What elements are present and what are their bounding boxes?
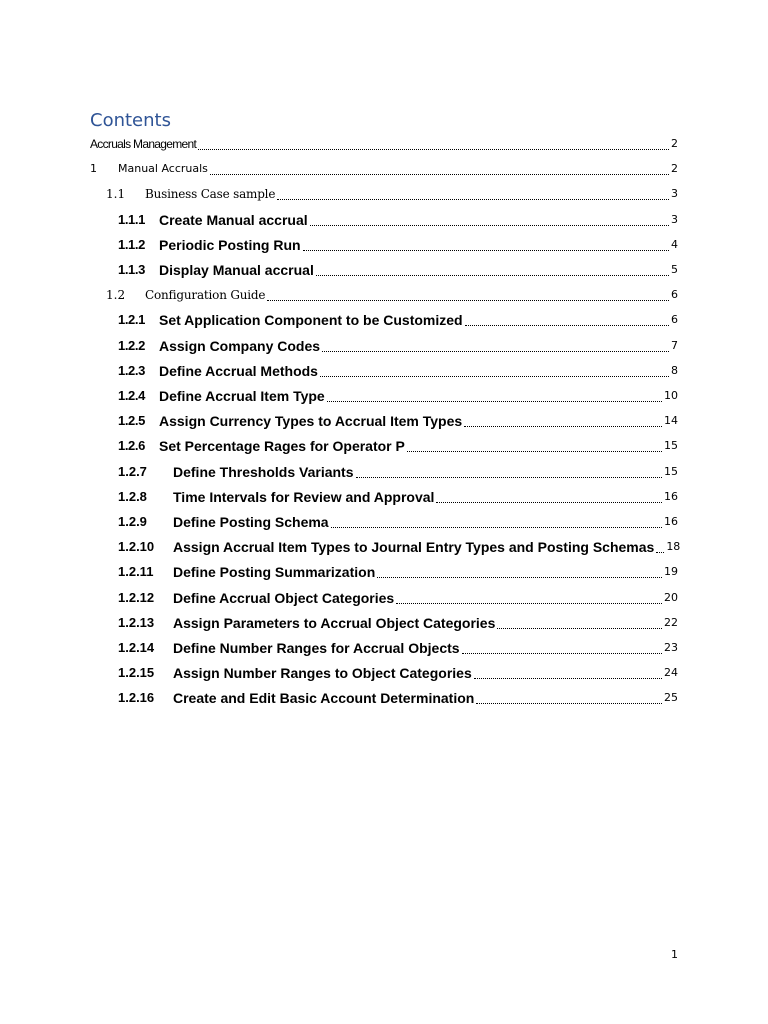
toc-entry-number: 1.2.14 bbox=[118, 640, 155, 655]
toc-entry-page: 3 bbox=[671, 187, 678, 201]
toc-dot-leader bbox=[198, 135, 669, 150]
toc-entry-title: Create and Edit Basic Account Determination bbox=[173, 690, 475, 707]
toc-dot-leader bbox=[436, 488, 662, 503]
toc-entry-title: Define Accrual Methods bbox=[159, 362, 318, 379]
toc-entry[interactable] bbox=[90, 132, 678, 154]
toc-dot-leader bbox=[356, 463, 663, 478]
toc-entry-number: 1.2.6 bbox=[118, 438, 145, 454]
toc-entry-number: 1.1.2 bbox=[118, 236, 145, 252]
toc-entry-title: Set Application Component to be Customized bbox=[159, 312, 463, 329]
toc-entry-title: Set Percentage Rages for Operator P bbox=[159, 438, 405, 455]
toc-entry-title: Assign Accrual Item Types to Journal Entry Types and Posting Schemas bbox=[173, 539, 655, 556]
toc-entry-title: Manual Accruals bbox=[118, 162, 208, 176]
toc-dot-leader bbox=[474, 664, 662, 679]
toc-entry-number: 1 bbox=[90, 162, 97, 176]
toc-entry[interactable] bbox=[118, 359, 678, 381]
toc-dot-leader bbox=[316, 261, 669, 276]
toc-dot-leader bbox=[377, 563, 662, 578]
toc-entry-title: Define Thresholds Variants bbox=[173, 463, 354, 480]
toc-entry-number: 1.2.12 bbox=[118, 589, 155, 605]
toc-entry[interactable] bbox=[118, 409, 678, 431]
toc-entry[interactable] bbox=[90, 157, 678, 179]
toc-entry-title: Time Intervals for Review and Approval bbox=[173, 488, 435, 505]
toc-entry-page: 2 bbox=[671, 162, 678, 176]
toc-entry-number: 1.2.15 bbox=[118, 665, 155, 681]
toc-entry-number: 1.2 bbox=[106, 288, 126, 303]
toc-entry-number: 1.2.1 bbox=[118, 312, 145, 328]
toc-heading: Contents bbox=[90, 110, 171, 131]
toc-entry-number: 1.2.2 bbox=[118, 337, 145, 353]
toc-entry-page: 6 bbox=[671, 313, 678, 327]
toc-entry-page: 7 bbox=[671, 338, 678, 352]
toc-entry-page: 10 bbox=[664, 389, 678, 402]
toc-entry-title: Assign Company Codes bbox=[159, 337, 321, 354]
toc-entry-page: 2 bbox=[671, 137, 678, 150]
toc-dot-leader bbox=[210, 160, 669, 175]
toc-entry-number: 1.2.8 bbox=[118, 488, 147, 504]
toc-entry[interactable] bbox=[118, 460, 678, 482]
toc-entry[interactable] bbox=[118, 661, 678, 683]
toc-entry-title: Define Posting Schema bbox=[173, 514, 329, 530]
toc-entry-page: 3 bbox=[671, 212, 678, 226]
toc-entry-title: Assign Parameters to Accrual Object Categories bbox=[173, 614, 496, 631]
toc-entry-title: Display Manual accrual bbox=[159, 262, 314, 278]
toc-dot-leader bbox=[310, 211, 669, 226]
toc-dot-leader bbox=[277, 185, 669, 200]
toc-dot-leader bbox=[396, 589, 662, 604]
toc-entry-title: Business Case sample bbox=[145, 187, 276, 202]
toc-dot-leader bbox=[327, 387, 662, 402]
toc-entry[interactable] bbox=[118, 308, 678, 330]
toc-entry[interactable] bbox=[118, 535, 681, 557]
toc-entry-page: 15 bbox=[664, 464, 678, 478]
toc-entry[interactable] bbox=[118, 510, 678, 532]
toc-entry-title: Define Posting Summarization bbox=[173, 564, 376, 581]
toc-dot-leader bbox=[464, 412, 662, 427]
toc-entry-page: 20 bbox=[664, 590, 678, 604]
toc-entry[interactable] bbox=[118, 384, 678, 406]
toc-dot-leader bbox=[320, 362, 669, 377]
toc-dot-leader bbox=[497, 614, 662, 629]
toc-entry-page: 19 bbox=[664, 565, 678, 579]
toc-entry[interactable] bbox=[118, 208, 678, 230]
toc-entry[interactable] bbox=[118, 334, 678, 356]
toc-entry-page: 14 bbox=[664, 414, 678, 428]
toc-entry[interactable] bbox=[118, 586, 678, 608]
toc-entry-number: 1.2.4 bbox=[118, 388, 145, 403]
toc-entry-title: Define Accrual Item Type bbox=[159, 388, 325, 404]
toc-entry-page: 16 bbox=[664, 489, 678, 503]
toc-dot-leader bbox=[656, 538, 664, 553]
toc-entry-number: 1.2.5 bbox=[118, 413, 145, 429]
toc-entry-title: Assign Currency Types to Accrual Item Types bbox=[159, 413, 463, 430]
toc-entry-number: 1.2.3 bbox=[118, 362, 145, 378]
toc-entry-title: Periodic Posting Run bbox=[159, 236, 301, 253]
toc-dot-leader bbox=[465, 311, 669, 326]
toc-entry-title: Create Manual accrual bbox=[159, 211, 308, 228]
toc-entry-title: Define Accrual Object Categories bbox=[173, 589, 395, 606]
toc-entry[interactable] bbox=[118, 560, 678, 582]
toc-dot-leader bbox=[331, 513, 662, 528]
toc-entry-number: 1.2.10 bbox=[118, 539, 155, 555]
toc-entry[interactable] bbox=[118, 233, 678, 255]
toc-entry[interactable] bbox=[118, 636, 678, 658]
toc-entry[interactable] bbox=[106, 283, 678, 305]
toc-entry-page: 25 bbox=[664, 691, 678, 705]
toc-entry-page: 4 bbox=[671, 237, 678, 251]
toc-dot-leader bbox=[476, 689, 662, 704]
toc-entry[interactable] bbox=[106, 182, 678, 204]
toc-dot-leader bbox=[267, 286, 669, 301]
toc-entry-title: Configuration Guide bbox=[145, 288, 266, 303]
toc-dot-leader bbox=[303, 236, 669, 251]
toc-entry-page: 5 bbox=[671, 263, 678, 276]
footer-page-number: 1 bbox=[671, 948, 678, 961]
toc-entry-number: 1.2.11 bbox=[118, 564, 154, 580]
toc-dot-leader bbox=[462, 639, 662, 654]
toc-entry[interactable] bbox=[118, 258, 678, 280]
toc-entry-page: 22 bbox=[664, 615, 678, 629]
toc-entry[interactable] bbox=[118, 611, 678, 633]
toc-entry-page: 15 bbox=[664, 439, 678, 453]
toc-entry-title: Assign Number Ranges to Object Categories bbox=[173, 665, 472, 682]
toc-entry[interactable] bbox=[118, 434, 678, 456]
toc-dot-leader bbox=[407, 437, 662, 452]
toc-dot-leader bbox=[322, 337, 669, 352]
toc-entry-page: 6 bbox=[671, 288, 678, 302]
toc-entry-number: 1.2.16 bbox=[118, 690, 155, 706]
toc-entry-number: 1.1.1 bbox=[118, 211, 145, 227]
toc-entry[interactable] bbox=[118, 485, 678, 507]
toc-entry-page: 23 bbox=[664, 641, 678, 654]
toc-entry-page: 18 bbox=[666, 540, 681, 554]
toc-entry-number: 1.1 bbox=[106, 187, 126, 202]
toc-entry-number: 1.2.13 bbox=[118, 614, 155, 630]
toc-entry-page: 8 bbox=[671, 363, 678, 377]
toc-entry-page: 16 bbox=[664, 515, 678, 528]
toc-entry-number: 1.2.7 bbox=[118, 463, 147, 479]
toc-entry-title: Accruals Management bbox=[90, 137, 197, 151]
toc-entry-number: 1.2.9 bbox=[118, 514, 147, 529]
toc-entry-page: 24 bbox=[664, 666, 678, 680]
toc-entry[interactable] bbox=[118, 686, 678, 708]
toc-entry-title: Define Number Ranges for Accrual Objects bbox=[173, 640, 460, 656]
toc-entry-number: 1.1.3 bbox=[118, 262, 145, 277]
